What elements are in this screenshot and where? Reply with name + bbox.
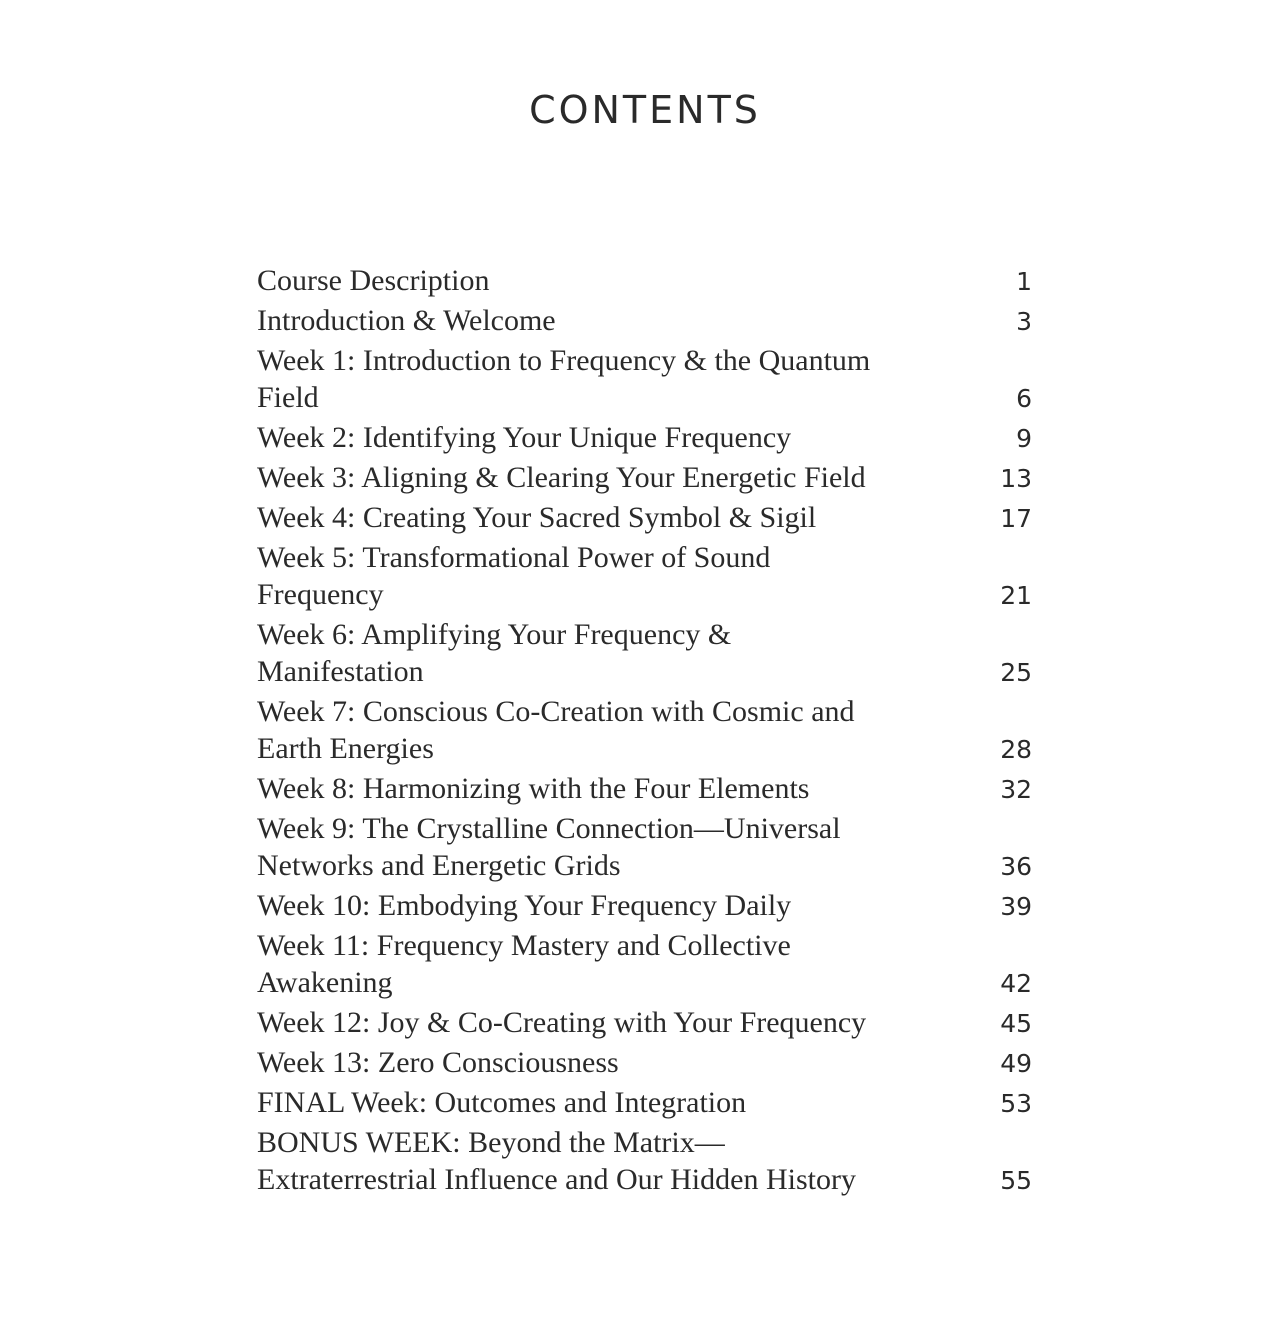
toc-entry-label: FINAL Week: Outcomes and Integration <box>257 1086 747 1119</box>
toc-entry-label: Week 4: Creating Your Sacred Symbol & Sigil <box>257 501 817 534</box>
toc-entry-label: Week 12: Joy & Co-Creating with Your Frequency <box>257 1006 867 1039</box>
toc-entry-week-6[interactable] <box>257 614 1032 691</box>
toc-entry-final-week[interactable] <box>257 1082 1032 1122</box>
toc-entry-page-number: 28 <box>1000 735 1032 764</box>
page-title: CONTENTS <box>529 88 761 132</box>
toc-entry-page-number: 6 <box>1016 384 1032 413</box>
toc-entry-page-number: 55 <box>1000 1166 1032 1195</box>
toc-entry-course-description[interactable] <box>257 260 1032 300</box>
toc-entry-label: Week 11: Frequency Mastery and Collective Awakening <box>257 929 791 999</box>
toc-entry-label: Week 13: Zero Consciousness <box>257 1046 619 1079</box>
toc-entry-page-number: 36 <box>1000 852 1032 881</box>
toc-entry-page-number: 32 <box>1000 775 1032 804</box>
toc-entry-bonus-week[interactable] <box>257 1122 1032 1199</box>
toc-entry-week-9[interactable] <box>257 808 1032 885</box>
toc-entry-week-2[interactable] <box>257 417 1032 457</box>
toc-entry-page-number: 39 <box>1000 892 1032 921</box>
toc-entry-week-7[interactable] <box>257 691 1032 768</box>
toc-entry-page-number: 42 <box>1000 969 1032 998</box>
toc-entry-label: Week 5: Transformational Power of Sound Frequency <box>257 541 771 611</box>
toc-entry-page-number: 17 <box>1000 504 1032 533</box>
toc-entry-label: Week 6: Amplifying Your Frequency & Manifestation <box>257 618 732 688</box>
toc-entry-label: Course Description <box>257 264 490 297</box>
toc-entry-label: BONUS WEEK: Beyond the Matrix—Extraterrestrial Influence and Our Hidden History <box>257 1126 856 1196</box>
toc-entry-week-4[interactable] <box>257 497 1032 537</box>
toc-entry-page-number: 45 <box>1000 1009 1032 1038</box>
toc-entry-introduction[interactable] <box>257 300 1032 340</box>
toc-entry-week-11[interactable] <box>257 925 1032 1002</box>
toc-entry-week-13[interactable] <box>257 1042 1032 1082</box>
toc-entry-week-3[interactable] <box>257 457 1032 497</box>
toc-entry-label: Week 10: Embodying Your Frequency Daily <box>257 889 792 922</box>
toc-entry-page-number: 21 <box>1000 581 1032 610</box>
toc-entry-page-number: 53 <box>1000 1089 1032 1118</box>
toc-entry-week-1[interactable] <box>257 340 1032 417</box>
toc-entry-page-number: 25 <box>1000 658 1032 687</box>
toc-entry-label: Week 9: The Crystalline Connection—Universal Networks and Energetic Grids <box>257 812 841 882</box>
toc-entry-page-number: 3 <box>1016 307 1032 336</box>
toc-entry-week-12[interactable] <box>257 1002 1032 1042</box>
toc-entry-page-number: 49 <box>1000 1049 1032 1078</box>
toc-entry-label: Week 1: Introduction to Frequency & the Quantum Field <box>257 344 871 414</box>
toc-entry-week-8[interactable] <box>257 768 1032 808</box>
toc-entry-page-number: 13 <box>1000 464 1032 493</box>
toc-entry-label: Week 8: Harmonizing with the Four Elements <box>257 772 810 805</box>
toc-entry-page-number: 1 <box>1016 267 1032 296</box>
toc-entry-label: Week 2: Identifying Your Unique Frequency <box>257 421 792 454</box>
toc-entry-week-10[interactable] <box>257 885 1032 925</box>
toc-entry-label: Introduction & Welcome <box>257 304 556 337</box>
table-of-contents <box>257 260 1032 1199</box>
toc-entry-page-number: 9 <box>1016 424 1032 453</box>
toc-entry-week-5[interactable] <box>257 537 1032 614</box>
toc-entry-label: Week 7: Conscious Co-Creation with Cosmic and Earth Energies <box>257 695 855 765</box>
toc-entry-label: Week 3: Aligning & Clearing Your Energetic Field <box>257 461 866 494</box>
